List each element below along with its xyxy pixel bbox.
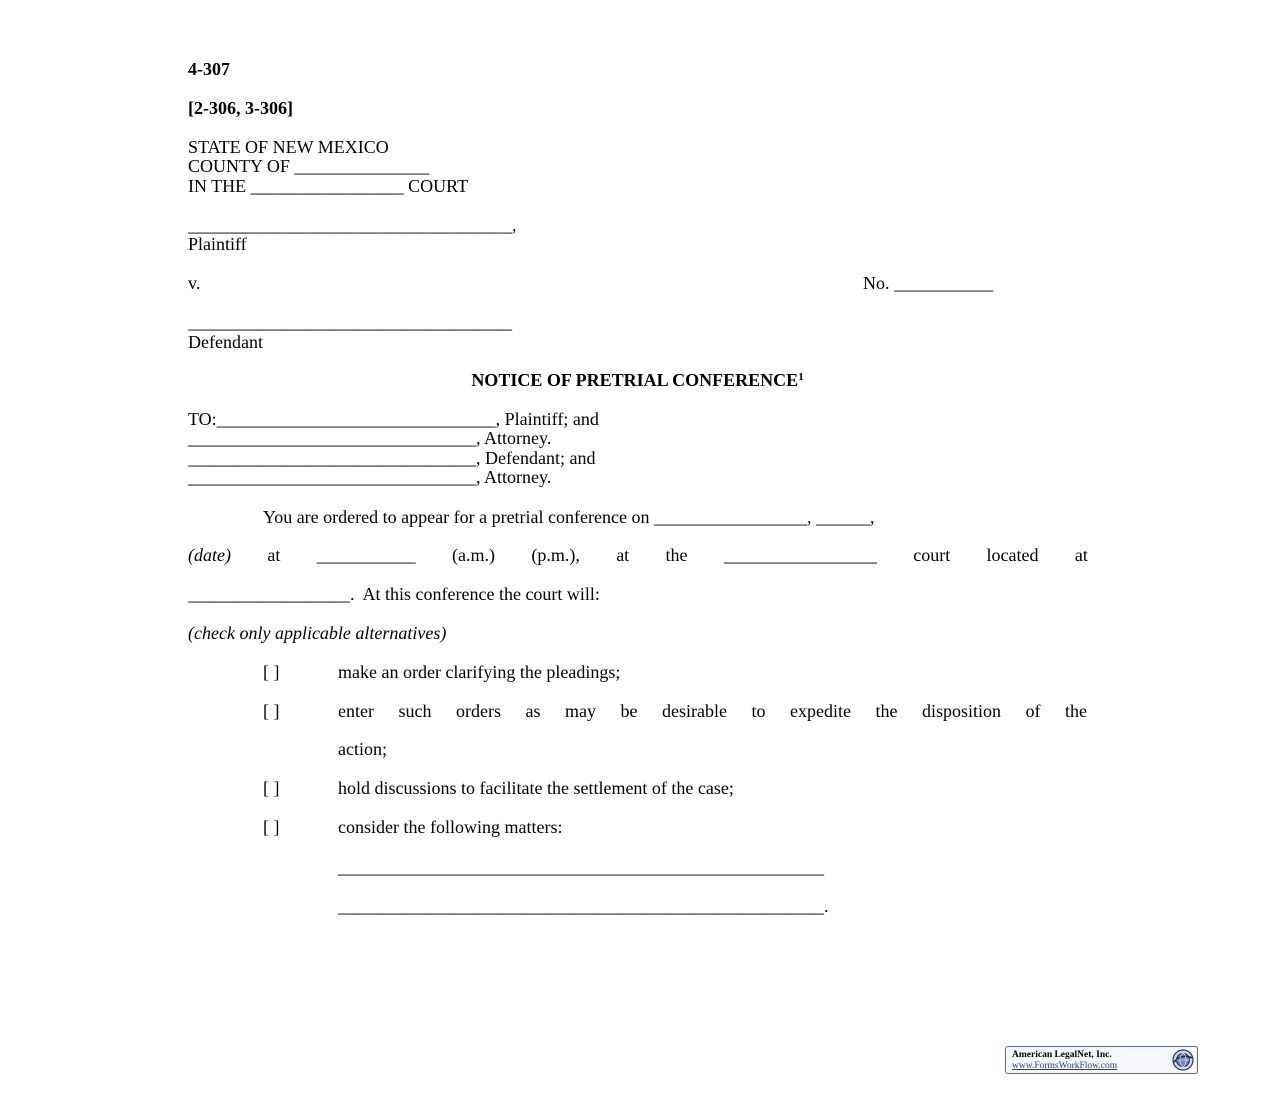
- plaintiff-label: Plaintiff: [188, 234, 247, 254]
- title-text: NOTICE OF PRETRIAL CONFERENCE: [471, 370, 799, 390]
- recipient-defendant[interactable]: ________________________________, Defendant; and: [188, 448, 596, 468]
- rule-number: 4-307: [188, 59, 230, 79]
- option-text-3: hold discussions to facilitate the settlement of the case;: [338, 778, 734, 798]
- word-at-2: at: [616, 545, 630, 565]
- court-blank[interactable]: _________________: [723, 545, 877, 565]
- word-located: located: [986, 545, 1039, 565]
- date-label: (date): [188, 545, 231, 565]
- recipient-plaintiff[interactable]: TO:_______________________________, Plaintiff; and: [188, 409, 599, 429]
- order-line-3[interactable]: __________________. At this conference the court will:: [188, 584, 600, 604]
- instruction: (check only applicable alternatives): [188, 623, 447, 643]
- court-line: IN THE _________________ COURT: [188, 176, 469, 196]
- footer-logo[interactable]: [1005, 1046, 1198, 1074]
- recipient-plaintiff-attorney[interactable]: ________________________________, Attorney.: [188, 428, 552, 448]
- option-checkbox-2[interactable]: [ ]: [263, 701, 280, 721]
- word-the: the: [665, 545, 688, 565]
- footnote-marker: 1: [798, 371, 804, 383]
- order-line-2[interactable]: [188, 546, 1088, 566]
- option-text-4: consider the following matters:: [338, 817, 563, 837]
- globe-icon: [1172, 1049, 1194, 1071]
- order-line-1[interactable]: You are ordered to appear for a pretrial conference on _________________, ______,: [263, 507, 875, 527]
- option-text-2: enter such orders as may be desirable to expedite the disposition of the: [338, 701, 1087, 721]
- document-title: [0, 371, 1275, 391]
- pm-label: (p.m.),: [531, 545, 580, 565]
- word-court: court: [913, 545, 951, 565]
- matters-line-2[interactable]: ______________________________________________________.: [338, 896, 829, 916]
- matters-line-1[interactable]: ______________________________________________________: [338, 857, 824, 877]
- state-line: STATE OF NEW MEXICO: [188, 137, 389, 157]
- word-at-3: at: [1074, 545, 1088, 565]
- defendant-label: Defendant: [188, 332, 263, 352]
- option-checkbox-1[interactable]: [ ]: [263, 662, 280, 682]
- related-rules: [2-306, 3-306]: [188, 98, 293, 118]
- logo-company: American LegalNet, Inc.: [1012, 1050, 1112, 1060]
- case-number-field[interactable]: No. ___________: [863, 273, 993, 293]
- county-line: COUNTY OF _______________: [188, 156, 430, 176]
- option-text-1: make an order clarifying the pleadings;: [338, 662, 621, 682]
- option-checkbox-4[interactable]: [ ]: [263, 817, 280, 837]
- option-checkbox-3[interactable]: [ ]: [263, 778, 280, 798]
- plaintiff-blank[interactable]: ____________________________________,: [188, 215, 517, 235]
- defendant-blank[interactable]: ____________________________________: [188, 312, 512, 332]
- word-at: at: [267, 545, 281, 565]
- am-label: (a.m.): [452, 545, 495, 565]
- logo-url-link[interactable]: www.FormsWorkFlow.com: [1012, 1061, 1118, 1071]
- option-text-2-continuation: action;: [338, 739, 387, 759]
- recipient-defendant-attorney[interactable]: ________________________________, Attorney.: [188, 467, 552, 487]
- time-blank[interactable]: ___________: [316, 545, 416, 565]
- versus: v.: [188, 273, 201, 293]
